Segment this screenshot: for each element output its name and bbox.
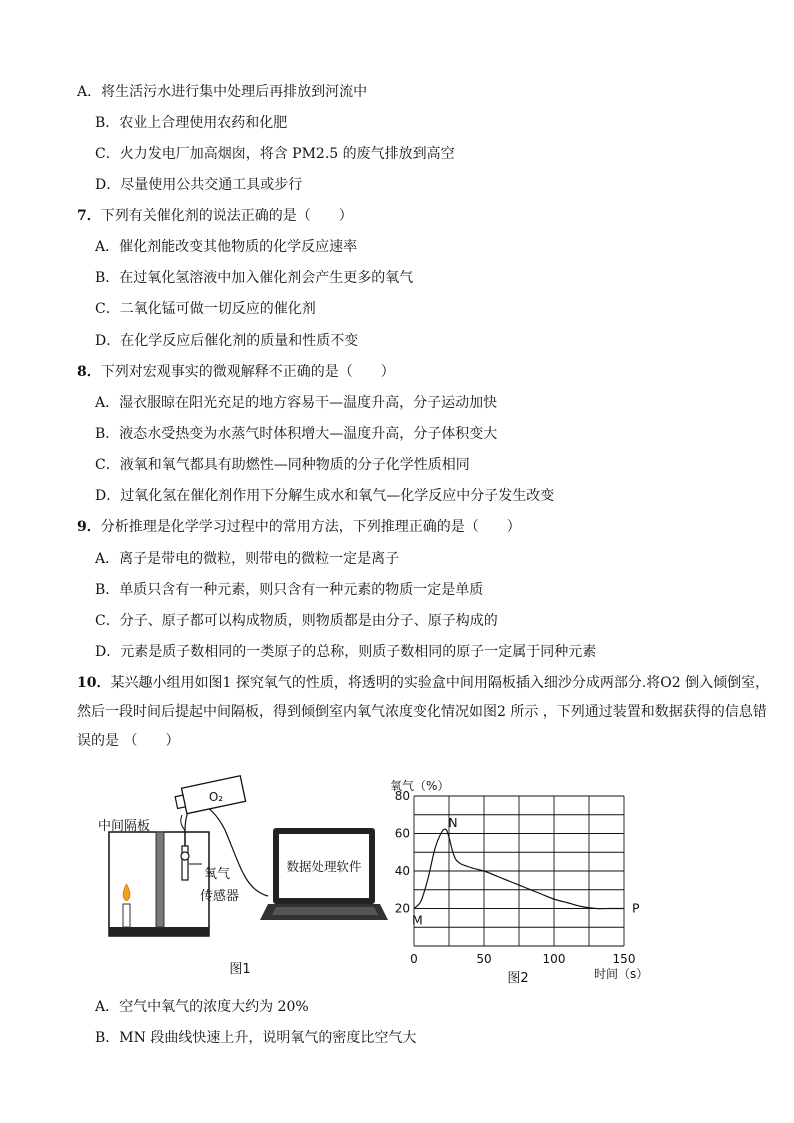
- q9-number: 9．: [77, 519, 101, 535]
- q9-stem-line: [77, 518, 521, 536]
- q8-option-c: C．液氧和氧气都具有助燃性—同种物质的分子化学性质相同: [95, 457, 470, 473]
- q9-option-b: B．单质只含有一种元素，则只含有一种元素的物质一定是单质: [95, 582, 484, 598]
- q9-stem: 分析推理是化学学习过程中的常用方法，下列推理正确的是（ ）: [100, 519, 521, 535]
- q7-number: 7．: [77, 208, 101, 224]
- figure-1-caption: 图1: [229, 962, 251, 977]
- y-tick-label: 20: [394, 901, 410, 916]
- point-label-p: P: [632, 900, 640, 916]
- q7-option-b: B．在过氧化氢溶液中加入催化剂会产生更多的氧气: [95, 270, 414, 286]
- x-tick-label: 0: [410, 952, 418, 966]
- q9-option-a: A．离子是带电的微粒，则带电的微粒一定是离子: [95, 551, 400, 567]
- q7-option-c: C．二氧化锰可做一切反应的催化剂: [95, 301, 316, 317]
- q10-stem-block: [77, 669, 777, 756]
- q7-option-a: A．催化剂能改变其他物质的化学反应速率: [95, 239, 358, 255]
- q9-option-d: D．元素是质子数相同的一类原子的总称，则质子数相同的原子一定属于同种元素: [95, 644, 597, 660]
- q8-option-d: D．过氧化氢在催化剂作用下分解生成水和氧气—化学反应中分子发生改变: [95, 488, 555, 504]
- x-tick-label: 50: [476, 952, 492, 966]
- chart-xlabel: 时间（s）: [594, 967, 649, 981]
- figure-1-apparatus: [90, 770, 400, 985]
- chart-ylabel: 氧气（%）: [390, 779, 450, 793]
- figure-2-chart: [380, 772, 680, 987]
- partition-board: [156, 832, 164, 927]
- q8-number: 8．: [77, 364, 101, 380]
- chart-ticks: [395, 789, 636, 966]
- sensor-label-line1: 氧气: [204, 867, 231, 882]
- sand-layer: [109, 927, 209, 936]
- q8-stem-line: [77, 363, 395, 381]
- q7-option-d: D．在化学反应后催化剂的质量和性质不变: [95, 333, 359, 349]
- point-label-n: N: [448, 814, 458, 830]
- candle: [123, 904, 130, 927]
- y-tick-label: 80: [394, 789, 410, 803]
- y-tick-label: 40: [394, 864, 410, 878]
- x-tick-label: 100: [542, 952, 566, 966]
- q8-stem: 下列对宏观事实的微观解释不正确的是（ ）: [100, 364, 395, 380]
- figure-2-caption: 图2: [507, 971, 529, 986]
- q6-option-d: D．尽量使用公共交通工具或步行: [95, 177, 303, 193]
- q10-option-b: B．MN 段曲线快速上升，说明氧气的密度比空气大: [95, 1030, 417, 1046]
- q8-option-a: A．湿衣服晾在阳光充足的地方容易干—温度升高，分子运动加快: [95, 395, 498, 411]
- y-tick-label: 60: [394, 826, 410, 841]
- gas-tube: [181, 815, 185, 832]
- x-tick-label: 150: [612, 952, 636, 966]
- point-label-m: M: [412, 912, 423, 928]
- partition-label: 中间隔板: [98, 819, 151, 834]
- candle-flame: [123, 884, 130, 901]
- q6-option-b: B．农业上合理使用农药和化肥: [95, 115, 288, 131]
- laptop-screen-text: 数据处理软件: [286, 859, 362, 874]
- q7-stem-line: [77, 207, 353, 225]
- q6-option-c: C．火力发电厂加高烟囱，将含 PM2.5 的废气排放到高空: [95, 146, 455, 162]
- laptop-keyboard: [272, 907, 378, 915]
- q10-number: 10．: [77, 675, 111, 691]
- sensor-cable: [185, 804, 268, 896]
- sensor-knob: [181, 852, 189, 860]
- chart-grid: [414, 796, 624, 946]
- q7-stem: 下列有关催化剂的说法正确的是（ ）: [100, 208, 353, 224]
- q10-stem: 某兴趣小组用如图1 探究氧气的性质，将透明的实验盒中间用隔板插入细沙分成两部分.将O2 倒入倾倒室，然后一段时间后提起中间隔板，得到倾倒室内氧气浓度变化情况如图2 所示 ，下列通过装置和数据获得的信息错误的是 （ ）: [77, 675, 770, 749]
- q10-option-a: A．空气中氧气的浓度大约为 20%: [95, 999, 309, 1015]
- q9-option-c: C．分子、原子都可以构成物质，则物质都是由分子、原子构成的: [95, 613, 498, 629]
- q6-option-a: A．将生活污水进行集中处理后再排放到河流中: [77, 84, 368, 100]
- sensor-label-line2: 传感器: [200, 889, 240, 904]
- q8-option-b: B．液态水受热变为水蒸气时体积增大—温度升高，分子体积变大: [95, 426, 498, 442]
- o2-bottle-label: O₂: [208, 790, 224, 804]
- oxygen-sensor: [182, 846, 188, 880]
